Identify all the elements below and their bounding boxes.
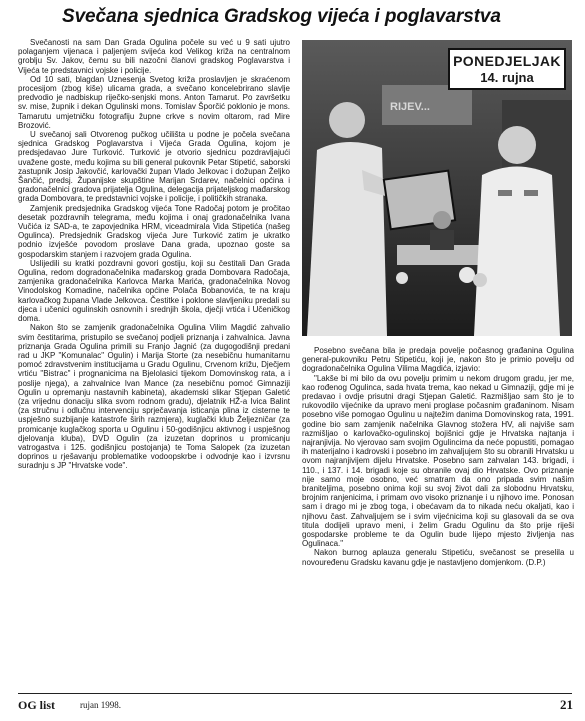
paragraph: Uslijedili su kratki pozdravni govori gostiju, koji su čestitali Dan Grada Ogulina, redom dogradonačelnika mađarskog grada Dombovara Radočaja, zamjenika gradonačelnika Karlovca Marka Marića, gradonačelnika Novog Vinodolskog Komadine, načelnika općine Polača Bobanovića, te na kraju karlovačkog župana Vlade Jelkovca. Čestitke i poklone slavljeniku predali su djeca i učenici ogulinskih osnovnih i srednjih škola, dječji vrtića i Učeničkog doma.	[18, 258, 290, 324]
paragraph: "Lakše bi mi bilo da ovu povelju primim u nekom drugom gradu, jer me, kao rođenog Ogulinca, sada hvata trema, kao nekad u Gimnaziji, gdje mi je predavao i ovdje prisutni dragi Stjepan Galetić. Razmišljao sam što je to rukovodilo vijećnike da upravo meni proglase počasnim građaninom. Nisam posebno više pomogao Ogulinu u najtežim danima Domovinskog rata, 1991. godine bio sam zamjenik načelnika Glavnog stožera HV, ali najviše sam razmišljao o karlovačko-ogulinskoj bojišnici gdje je Hrvatska najtanja i najranjivija. No vjerovao sam svojim Ogulincima da neće popustiti, pomagao ih materijalno i kadrovski i posebno im zahvaljujem što su obranili Hrvatsku u ovom najranjivijem dijelu Hrvatske. Posebno sam zahvalan 143. brigadi, i 110., i 137. i 14. brigadi koje su obranile ovaj dio Hrvatske. Ovo priznanje nije samo moje osobno, već smatram da ono pripada svim našim braniteljima, posebno onima koji su svoj život dali za slobodnu Hrvatsku, brojnim ranjenicima, i primam ovo visoko priznanje i u njihovo ime. Ponosan sam i drago mi je zbog toga, i obećavam da to nikada neću okaljati, kao i njihovu čast. Zahvaljujem se i svim vijećnicima koji su glasovali da se ova titula dodijeli upravo meni, i želim Gradu Ogulinu da što prije riješi gospodarske probleme te da Ogulin bude lijepo mjesto življenja nas Ogulinaca."	[302, 373, 574, 549]
badge-date: 14. rujna	[480, 70, 534, 85]
paragraph: Posebno svečana bila je predaja povelje počasnog građanina Ogulina general-pukovniku Petru Stipetiću, koji je, nakon što je primio povelju od dogradonačelnika Ogulina Vilima Magdića, izjavio:	[302, 346, 574, 374]
left-column-text	[18, 38, 290, 688]
ceremony-photo	[302, 40, 572, 336]
paragraph: U svečanoj sali Otvorenog pučkog učilišta u podne je počela svečana sjednica Gradskog Poglavarstva i Vijeća Grada Ogulina, kojom je predsjedavao Jure Turković. Turković je otvorio sjednicu pozdravljajući uvažene goste, među kojima su bili general pukovnik Petar Stipetić, saborski zastupnik Josip Jakovčić, karlovački župan Vlado Jelkovac i dožupan Željko Šančić, predsj. Županijske skupštine Marijan Srdarev, načelnici općina i gradonačelnici gradova prijatelja Ogulina, delegacija prijateljskog mađarskog grada Dombovara, te predstavnici vojske i policije, i političkih stranaka.	[18, 130, 290, 204]
badge-day: PONEDJELJAK	[453, 53, 561, 69]
background-sign-text: RIJEV...	[390, 101, 430, 113]
paragraph: Zamjenik predsjednika Gradskog vijeća Tone Radočaj potom je pročitao desetak pozdravnih telegrama, među kojima i onaj gradonačelnika Ivana Vučića iz SAD-a, te zapovjednika HRM, viceadmirala Vida Stipetića (našeg Ogulinca). Predsjednik Gradskog vijeća Jure Turković zatim je ukratko podnio izvješće povodom proslave Dana grada, upoznao goste sa gospodarskim stanjem i razvojem grada Ogulina.	[18, 203, 290, 259]
paragraph: Nakon što se zamjenik gradonačelnika Ogulina Vilim Magdić zahvalio svim čestitarima, pristupilo se svečanoj podjeli priznanja i zahvalnica. Javna priznanja Grada Ogulina primili su Franjo Jagnić (za dugogodišnji predani rad u JKP "Komunalac" Ogulin) i Marija Storte (za nesebičnu humanitarnu pomoć zdravstvenim institucijama u Gradu Ogulinu, Crvenom križu, Dječjem vrtiću "Bistrac" i prognanicima na Bjelolasici tijekom Domovinskog rata, a i poslije njega), a zahvalnice Ivan Mance (za nesebičnu pomoć Gimnaziji Ogulin u opremanju nastavnih kabineta), akademski slikar Stjepan Galetić (za vrijednu donaciju slika svom rodnom gradu), djelatnik HŽ-a Ivica Balint (za stručnu i odlučnu intervenciju sprječavanja isticanja plina iz cisterne te uspješno suzbijanje katastrofe širih razmjera), kuglački klub Željezničar (za promicanje kuglačkog sporta u Ogulinu i 50-godišnjicu aktivnog i uspješnog djelovanja kluba), DVD Ogulin (za izuzetan doprinos u promicanju vatrogastva i 125. godišnjicu postojanja) te Toma Salopek (za izuzetan doprinos u rješavanju problematike vodoopskrbe i odvodnje kao i izvrsnu suradnju s JP "Hrvatske vode".	[18, 323, 290, 471]
publication-logo: OG list	[18, 698, 56, 712]
footer-divider	[18, 693, 572, 694]
paragraph: Svečanosti na sam Dan Grada Ogulina počele su već u 9 sati ujutro polaganjem vijenaca i paljenjem svijeća kod Velikog križa na centralnom groblju Sv. Jakov, čemu su bili nazočni članovi gradskog Poglavarstva i Vijeća te predstavnici vojske i policije.	[18, 38, 290, 75]
issue-date: rujan 1998.	[80, 700, 121, 710]
paragraph: Od 10 sati, blagdan Uznesenja Svetog križa proslavljen je skraćenom procesijom (zbog kiše) ulicama grada, a svečano koncelebrirano slavlje predvodio je nadbiskup riječko-senjski mons. Anton Tamarut. Po završetku sv. mise, župnik i dekan Ogulinski mons. Tomislav Šporčić poklonio je mons. Tamarutu umjetničku fotografiju župne crkve s novim oltarom, rad Mire Brozović.	[18, 74, 290, 130]
paragraph: Nakon burnog aplauza generalu Stipetiću, svečanost se preselila u novouređenu Gradsku kavanu gdje je nastavljeno domjenkom. (D.P.)	[302, 548, 574, 567]
date-badge	[448, 48, 566, 90]
page-number: 21	[560, 697, 573, 712]
article-title: Svečana sjednica Gradskog vijeća i poglavarstva	[62, 6, 501, 27]
right-column-text	[302, 346, 574, 686]
